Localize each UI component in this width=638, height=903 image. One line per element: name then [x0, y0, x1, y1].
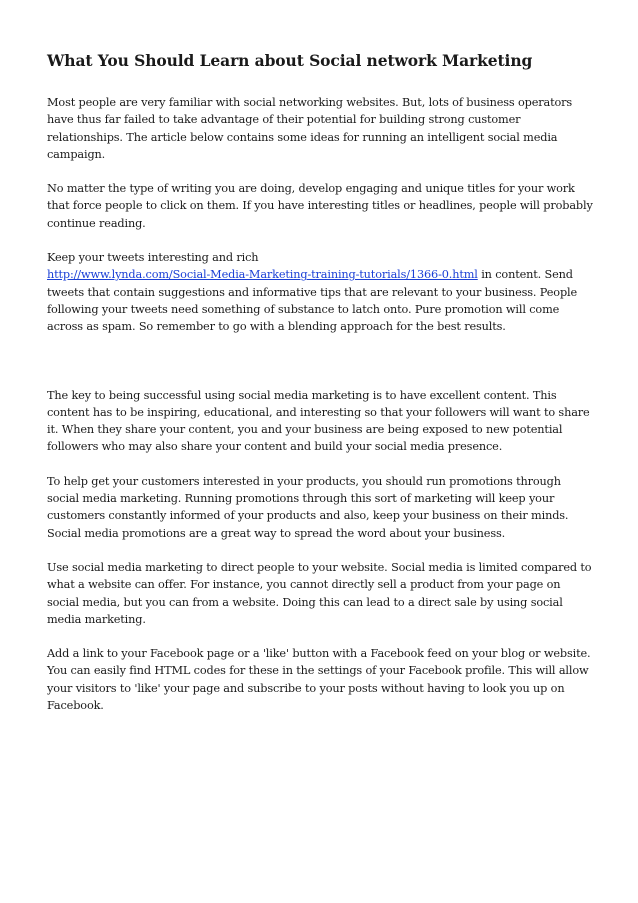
document-page	[47, 50, 593, 731]
paragraph-intro: Most people are very familiar with social networking websites. But, lots of business operators have thus far failed to take advantage of their potential for building strong customer relationships. The article below contains some ideas for running an intelligent social media campaign.	[47, 96, 573, 161]
paragraph-website: Use social media marketing to direct people to your website. Social media is limited compared to what a website can offer. For instance, you cannot directly sell a product from your page on social media, but you can from a website. Doing this can lead to a direct sale by using social media marketing.	[47, 560, 592, 626]
blank-space	[47, 353, 593, 387]
paragraph-facebook: Add a link to your Facebook page or a 'like' button with a Facebook feed on your blog or website. You can easily find HTML codes for these in the settings of your Facebook profile. This will allow your visitors to 'like' your page and subscribe to your posts without having to look you up on Facebook.	[47, 647, 591, 713]
paragraph-content: The key to being successful using social media marketing is to have excellent content. This content has to be inspiring, educational, and interesting so that your followers will want to share it. When they share your content, you and your business are being exposed to new potential followers who may also share your content and build your social media presence.	[47, 388, 590, 454]
paragraph-titles: No matter the type of writing you are doing, develop engaging and unique titles for your work that force people to click on them. If you have interesting titles or headlines, people will probably continue reading.	[47, 182, 593, 230]
paragraph-tweets	[47, 249, 593, 335]
lynda-link[interactable]: http://www.lynda.com/Social-Media-Marketing-training-tutorials/1366-0.html	[47, 268, 478, 282]
paragraph-tweets-rest: in content. Send tweets that contain suggestions and informative tips that are relevant to your business. People following your tweets need something of substance to latch onto. Pure promotion will come across as spam. So remember to go with a blending approach for the best results.	[47, 268, 578, 334]
paragraph-promotions: To help get your customers interested in your products, you should run promotions through social media marketing. Running promotions through this sort of marketing will keep your customers constantly informed of your products and also, keep your business on their minds. Social media promotions are a great way to spread the word about your business.	[47, 474, 569, 540]
document-title: What You Should Learn about Social network Marketing	[47, 51, 533, 70]
paragraph-tweets-lead: Keep your tweets interesting and rich	[47, 251, 259, 265]
